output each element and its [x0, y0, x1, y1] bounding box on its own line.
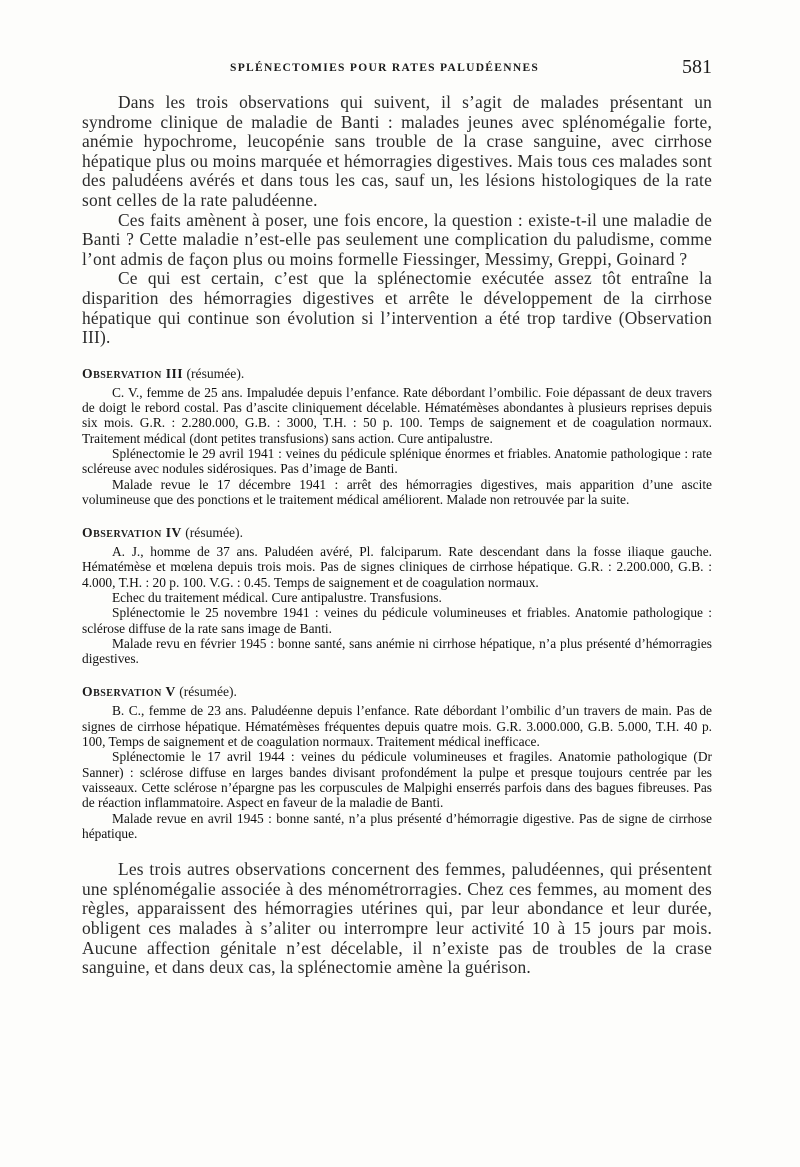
observation-heading — [82, 524, 712, 541]
observation-paragraph: C. V., femme de 25 ans. Impaludée depuis l’enfance. Rate débordant l’ombilic. Foie dépassant de deux travers de doigt le rebord costal. Pas d’ascite cliniquement décelable. Hématémèses abondantes à plusieurs reprises depuis six mois. G.R. : 2.280.000, G.B. : 3000, T.H. : 50 p. 100. Temps de saignement et de coagulation normaux. Traitement médical (dont petites transfusions) sans action. Cure antipalustre. — [82, 384, 712, 446]
observation-paragraph: Malade revu en février 1945 : bonne santé, sans anémie ni cirrhose hépatique, n’a plus présenté d’hémorragies digestives. — [82, 635, 712, 667]
closing-section — [82, 860, 712, 978]
observation-paragraph: Malade revue le 17 décembre 1941 : arrêt des hémorragies digestives, mais apparition d’une ascite volumineuse que des ponctions et le traitement médical améliorent. Malade non retrouvée par la suite. — [82, 476, 712, 507]
intro-paragraph: Ces faits amènent à poser, une fois encore, la question : existe-t-il une maladie de Banti ? Cette maladie n’est-elle pas seulement une complication du paludisme, comme l’ont admis de façon plus ou moins formelle Fiessinger, Messimy, Greppi, Goinard ? — [82, 209, 712, 269]
page-number: 581 — [682, 56, 712, 78]
intro-paragraph: Dans les trois observations qui suivent, il s’agit de malades présentant un syndrome clinique de maladie de Banti : malades jeunes avec splénomégalie forte, anémie hypochrome, leucopénie sans trouble de la crase sanguine, avec cirrhose hépatique plus ou moins marquée et hémorragies digestives. Mais tous ces malades sont des paludéens avérés et dans tous les cas, sauf un, les lésions histologiques de la rate sont celles de la rate paludéenne. — [82, 92, 712, 210]
observation-label: Observation V — [82, 684, 176, 700]
observation-label: Observation IV — [82, 525, 182, 541]
observation-paragraph: B. C., femme de 23 ans. Paludéenne depuis l’enfance. Rate débordant l’ombilic d’un travers de main. Pas de signes de cirrhose hépatique. Hématémèses fréquentes depuis quatre mois. G.R. 3.000.000, G.B. 5.000, T.H. 40 p. 100, Temps de saignement et de coagulation normaux. Traitement médical inefficace. — [82, 703, 712, 750]
observation-paragraph: Echec du traitement médical. Cure antipalustre. Transfusions. — [112, 589, 442, 605]
observation-5 — [82, 683, 712, 841]
observation-4 — [82, 524, 712, 666]
page-header — [230, 56, 712, 80]
observation-suffix: (résumée). — [185, 525, 243, 541]
observation-suffix: (résumée). — [186, 365, 245, 381]
observation-suffix: (résumée). — [179, 684, 237, 700]
observation-heading — [82, 683, 712, 700]
observation-paragraph: Splénectomie le 17 avril 1944 : veines du pédicule volumineuses et fragiles. Anatomie pathologique (Dr Sanner) : sclérose diffuse en larges bandes divisant profondément la pulpe et presque toujours centrée par les vaisseaux. Cette sclérose n’épargne pas les corpuscules de Malpighi enserrés parfois dans des bagues fibreuses. Pas de réaction inflammatoire. Aspect en faveur de la maladie de Banti. — [82, 749, 712, 811]
observation-paragraph: Splénectomie le 25 novembre 1941 : veines du pédicule volumineuses et friables. Anatomie pathologique : sclérose diffuse de la rate sans image de Banti. — [82, 605, 712, 636]
observation-label: Observation III — [82, 365, 184, 381]
observation-3 — [82, 365, 712, 507]
page-content — [82, 93, 712, 978]
observation-heading — [82, 365, 712, 382]
intro-paragraph: Ce qui est certain, c’est que la splénectomie exécutée assez tôt entraîne la disparition des hémorragies digestives et arrête le développement de la cirrhose hépatique qui continue son évolution si l’intervention a été trop tardive (Observation III). — [82, 268, 712, 348]
closing-paragraph: Les trois autres observations concernent des femmes, paludéennes, qui présentent une splénomégalie associée à des ménométrorragies. Chez ces femmes, au moment des règles, apparaissent des hémorragies utérines qui, par leur abondance et leur durée, obligent ces malades à s’aliter ou interrompre leur activité 10 à 15 jours par mois. Aucune affection génitale n’est décelable, il n’existe pas de troubles de la crase sanguine, et dans deux cas, la splénectomie amène la guérison. — [82, 859, 712, 978]
observation-paragraph: Splénectomie le 29 avril 1941 : veines du pédicule splénique énormes et friables. Anatomie pathologique : rate scléreuse avec nodules sidérosiques. Pas d’image de Banti. — [82, 445, 712, 477]
observation-paragraph: A. J., homme de 37 ans. Paludéen avéré, Pl. falciparum. Rate descendant dans la fosse iliaque gauche. Hématémèse et mœlena depuis trois mois. Pas de signes cliniques de cirrhose hépatique. G.R. : 2.200.000, G.B. : 4.000, T.H. : 20 p. 100. V.G. : 0.45. Temps de saignement et de coagulation normaux. — [82, 544, 712, 590]
running-title: SPLÉNECTOMIES POUR RATES PALUDÉENNES — [230, 62, 540, 74]
intro-section — [82, 93, 712, 348]
observation-paragraph: Malade revue en avril 1945 : bonne santé, n’a plus présenté d’hémorragie digestive. Pas de signe de cirrhose hépatique. — [82, 810, 712, 841]
